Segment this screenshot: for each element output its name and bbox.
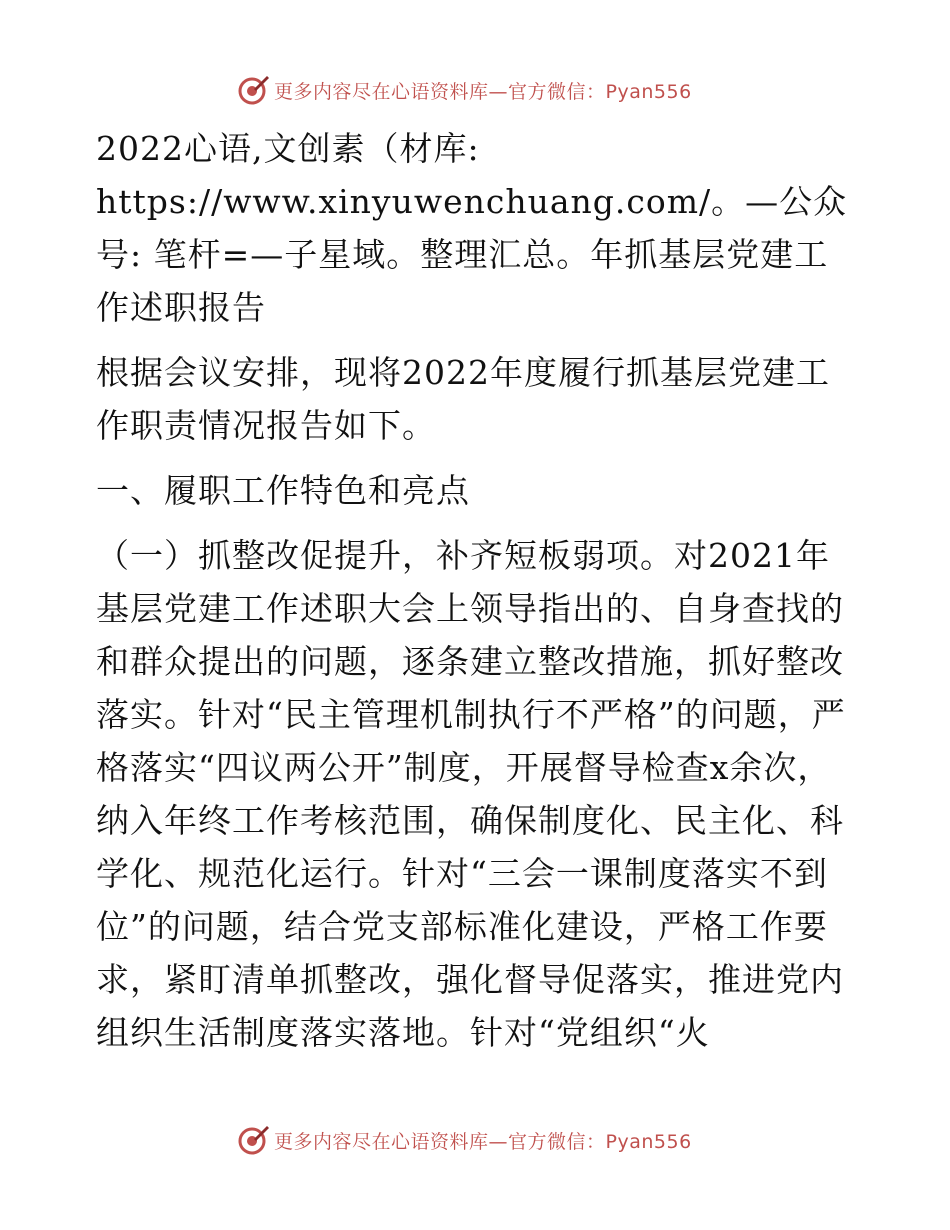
section-heading: 一、履职工作特色和亮点 bbox=[96, 471, 470, 510]
body-paragraph: （一）抓整改促提升，补齐短板弱项。对2021年基层党建工作述职大会上领导指出的、自身查找的和群众提出的问题，逐条建立整改措施，抓好整改落实。针对“民主管理机制执行不严格”的问题，严格落实“四议两公开”制度，开展督导检查x余次，纳入年终工作考核范围，确保制度化、民主化、科学化、规范化运行。针对“三会一课制度落实不到位”的问题，结合党支部标准化建设，严格工作要求，紧盯清单抓整改，强化督导促落实，推进党内组织生活制度落实落地。针对“党组织“火 bbox=[96, 536, 846, 1052]
header-banner bbox=[236, 70, 692, 110]
document-body bbox=[96, 122, 856, 1059]
pen-logo-icon bbox=[236, 73, 270, 107]
banner-text: 更多内容尽在心语资料库—官方微信：Pyan556 bbox=[274, 80, 692, 103]
footer-banner bbox=[236, 1120, 692, 1160]
pen-logo-icon bbox=[236, 1123, 270, 1157]
banner-text: 更多内容尽在心语资料库—官方微信：Pyan556 bbox=[274, 1130, 692, 1153]
title-paragraph: 2022心语,文创素（材库: https://www.xinyuwenchuang.com/。—公众号: 笔杆=—子星域。整理汇总。年抓基层党建工作述职报告 bbox=[96, 129, 848, 327]
intro-paragraph: 根据会议安排，现将2022年度履行抓基层党建工作职责情况报告如下。 bbox=[96, 353, 830, 445]
